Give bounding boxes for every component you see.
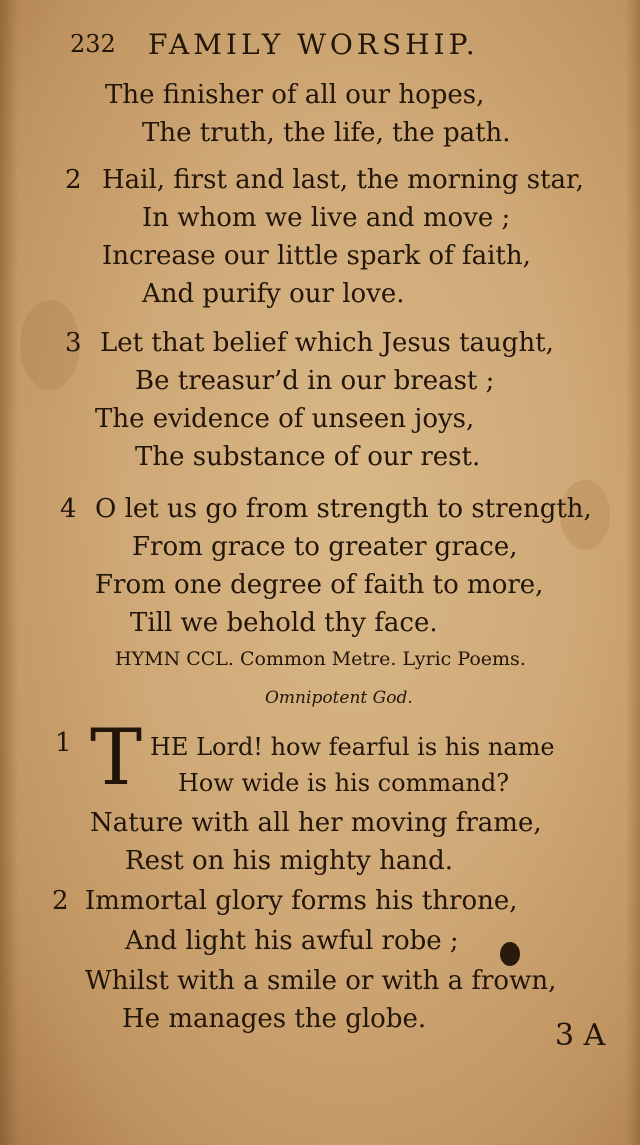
stanza-number: 2 — [52, 886, 69, 916]
verse-line: O let us go from strength to strength, — [95, 494, 592, 524]
verse-line: Hail, first and last, the morning star, — [102, 165, 584, 195]
stanza-number: 1 — [55, 728, 72, 758]
drop-cap: T — [90, 713, 143, 803]
ink-blot — [500, 942, 520, 966]
verse-line: Whilst with a smile or with a frown, — [85, 966, 557, 996]
verse-line: How wide is his command? — [178, 769, 510, 797]
verse-line: The finisher of all our hopes, — [105, 80, 485, 110]
stanza-number: 4 — [60, 494, 77, 524]
verse-line: From one degree of faith to more, — [95, 570, 544, 600]
hymn-title: HYMN CCL. Common Metre. Lyric Poems. — [115, 648, 526, 670]
verse-line: The substance of our rest. — [135, 442, 481, 472]
verse-line: Increase our little spark of faith, — [102, 241, 531, 271]
verse-line: Nature with all her moving frame, — [90, 808, 542, 838]
verse-line: Rest on his mighty hand. — [125, 846, 454, 876]
stanza-number: 2 — [65, 165, 82, 195]
verse-line: Let that belief which Jesus taught, — [100, 328, 554, 358]
stanza-number: 3 — [65, 328, 82, 358]
running-title: FAMILY WORSHIP. — [148, 28, 479, 61]
verse-line: The evidence of unseen joys, — [95, 404, 475, 434]
hymn-subtitle: Omnipotent God. — [265, 688, 413, 708]
verse-line: The truth, the life, the path. — [142, 118, 511, 148]
verse-line: He manages the globe. — [122, 1004, 427, 1034]
verse-line: Till we behold thy face. — [130, 608, 438, 638]
page-left-edge-shadow — [0, 0, 18, 1145]
catchword: 3 A — [555, 1018, 606, 1053]
verse-line: HE Lord! how fearful is his name — [150, 733, 555, 761]
verse-line: In whom we live and move ; — [142, 203, 511, 233]
verse-line: Be treasur’d in our breast ; — [135, 366, 495, 396]
page-number: 232 — [70, 30, 116, 58]
verse-line: And purify our love. — [142, 279, 405, 309]
verse-line: From grace to greater grace, — [132, 532, 518, 562]
verse-line: And light his awful robe ; — [125, 926, 459, 956]
verse-line: Immortal glory forms his throne, — [85, 886, 518, 916]
page-right-edge-shadow — [626, 0, 640, 1145]
